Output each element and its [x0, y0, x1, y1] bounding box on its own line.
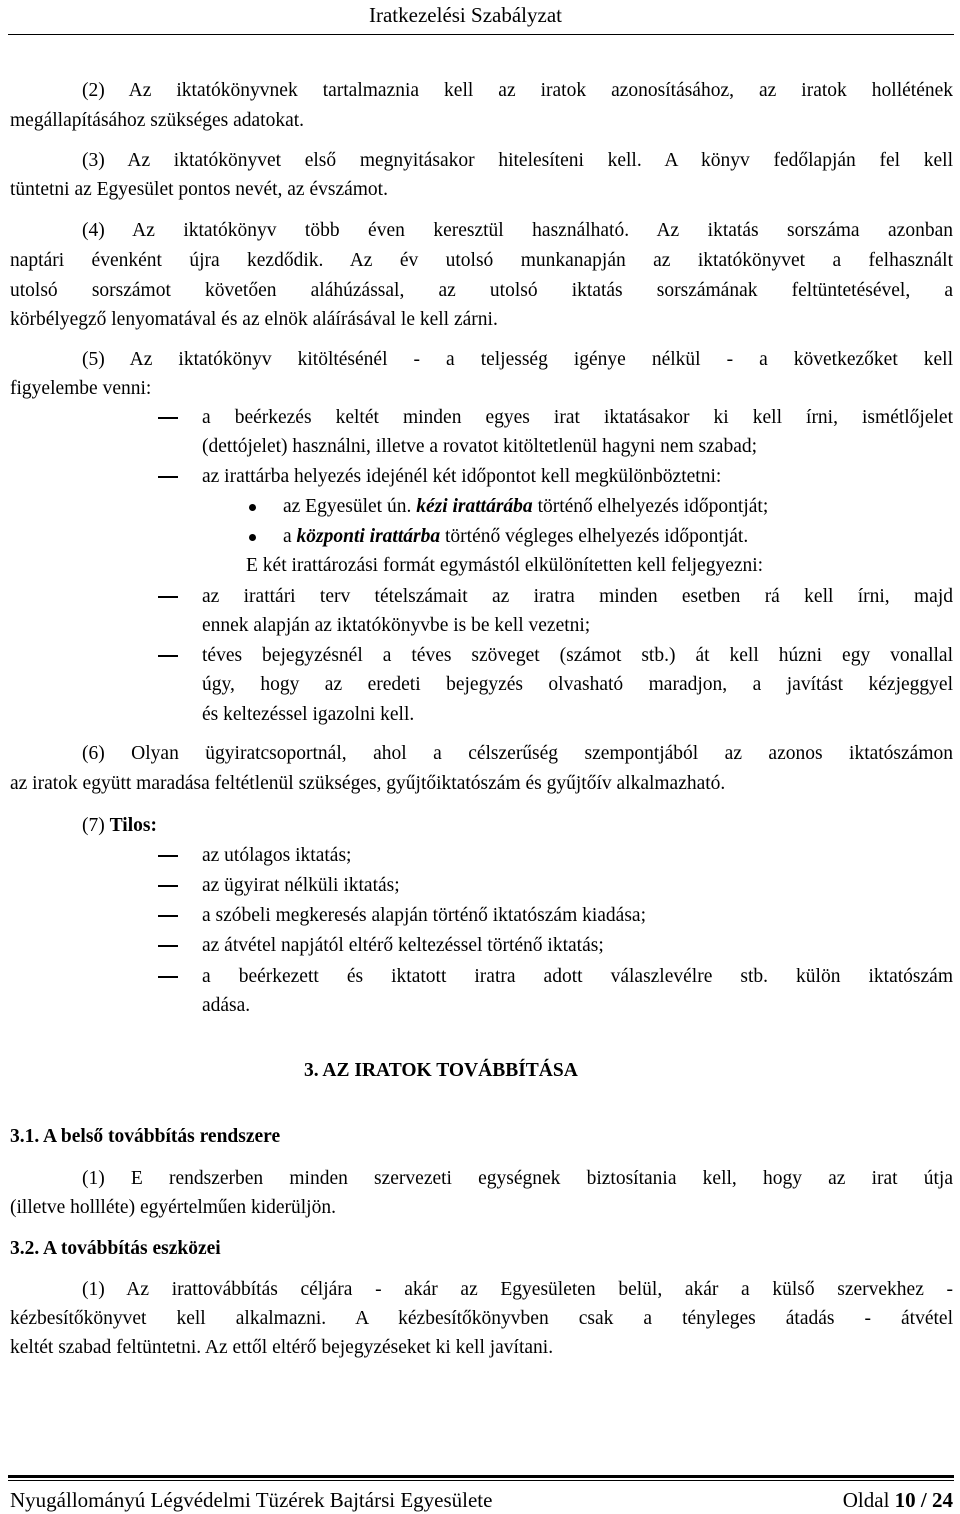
dot-bullet-icon: [249, 534, 256, 541]
dash-bullet-icon: [158, 976, 178, 978]
text-line: ennek alapján az iktatókönyvbe is be kell vezetni;: [202, 615, 591, 636]
dot-bullet-icon: [249, 504, 256, 511]
dash-bullet-icon: [158, 885, 178, 887]
header-divider: [8, 34, 954, 35]
dash-bullet-icon: [158, 596, 178, 598]
text-line: megállapításához szükséges adatokat.: [10, 110, 305, 131]
section-heading: 3.2. A továbbítás eszközei: [10, 1238, 221, 1259]
dash-bullet-icon: [158, 915, 178, 917]
dash-bullet-icon: [158, 655, 178, 657]
text-line: E két irattározási formát egymástól elkülönítetten kell feljegyezni:: [246, 555, 764, 576]
text-line: (1) Az irattovábbítás céljára - akár az Egyesületen belül, akár a külső szervekhez -: [82, 1279, 953, 1300]
text-line: kézbesítőkönyvet kell alkalmazni. A kézbesítőkönyvben csak a tényleges átadás - átvétel: [10, 1308, 953, 1329]
text-line: adása.: [202, 995, 251, 1016]
text-line: (2) Az iktatókönyvnek tartalmaznia kell az iratok azonosításához, az iratok hollétének: [82, 80, 953, 101]
text-line: az irattárba helyezés idejénél két időpontot kell megkülönböztetni:: [202, 466, 722, 487]
document-title: Iratkezelési Szabályzat: [369, 3, 562, 27]
dash-bullet-icon: [158, 476, 178, 478]
text-line: figyelembe venni:: [10, 378, 152, 399]
dash-bullet-icon: [158, 417, 178, 419]
text-line: naptári évenként újra kezdődik. Az év utolsó munkanapján az iktatókönyvet a felhasznált: [10, 250, 953, 271]
page-header: [0, 0, 960, 36]
text-line: az utólagos iktatás;: [202, 845, 352, 866]
footer-organization: Nyugállományú Légvédelmi Tüzérek Bajtársi Egyesülete: [10, 1488, 493, 1512]
footer-divider-thick: [8, 1475, 954, 1478]
text-line: a szóbeli megkeresés alapján történő iktatószám kiadása;: [202, 905, 646, 926]
text-line: az irattári terv tételszámait az iratra minden esetben rá kell írni, majd: [202, 586, 953, 607]
dash-bullet-icon: [158, 945, 178, 947]
text-line: téves bejegyzésnél a téves szöveget (számot stb.) át kell húzni egy vonallal: [202, 645, 953, 666]
section-heading: 3.1. A belső továbbítás rendszere: [10, 1126, 281, 1147]
text-line: (dettójelet) használni, illetve a rovatot kitöltetlenül hagyni nem szabad;: [202, 436, 758, 457]
text-line: (4) Az iktatókönyv több éven keresztül használható. Az iktatás sorszáma azonban: [82, 220, 953, 241]
page-label: Oldal: [842, 1488, 890, 1512]
text-line: a beérkezés keltét minden egyes irat iktatásakor ki kell írni, ismétlőjelet: [202, 407, 953, 428]
text-line: az Egyesület ún. kézi irattárába történő elhelyezés időpontját;: [283, 496, 769, 517]
text-line: (6) Olyan ügyiratcsoportnál, ahol a célszerűség szempontjából az azonos iktatószámon: [82, 743, 953, 764]
page-number: [843, 1488, 953, 1513]
text-line: a beérkezett és iktatott iratra adott válaszlevélre stb. külön iktatószám: [202, 966, 953, 987]
text-line: a központi irattárba történő végleges elhelyezés időpontját.: [283, 526, 749, 547]
page-footer: [0, 1462, 960, 1514]
footer-divider-thin: [8, 1480, 954, 1481]
text-line: tüntetni az Egyesület pontos nevét, az évszámot.: [10, 179, 388, 200]
text-line: (3) Az iktatókönyvet első megnyitásakor hitelesíteni kell. A könyv fedőlapján fel kell: [82, 150, 953, 171]
text-line: az ügyirat nélküli iktatás;: [202, 875, 400, 896]
page-total: 24: [932, 1488, 953, 1512]
text-line: utolsó sorszámot követően aláhúzással, az utolsó iktatás sorszámának feltüntetésével, a: [10, 280, 953, 301]
text-line: (5) Az iktatókönyv kitöltésénél - a teljesség igénye nélkül - a következőket kell: [82, 349, 953, 370]
text-line: (7) Tilos:: [82, 815, 157, 836]
page-current: 10: [894, 1488, 916, 1512]
text-line: (illetve hollléte) egyértelműen kiderüljön.: [10, 1197, 336, 1218]
text-line: az átvétel napjától eltérő keltezéssel történő iktatás;: [202, 935, 604, 956]
dash-bullet-icon: [158, 855, 178, 857]
text-line: az iratok együtt maradása feltétlenül szükséges, gyűjtőiktatószám és gyűjtőív alkalmazható.: [10, 773, 726, 794]
page-separator: /: [920, 1488, 927, 1512]
text-line: körbélyegző lenyomatával és az elnök aláírásával le kell zárni.: [10, 309, 498, 330]
section-heading: 3. AZ IRATOK TOVÁBBÍTÁSA: [304, 1060, 578, 1081]
text-line: úgy, hogy az eredeti bejegyzés olvasható maradjon, a javítást kézjeggyel: [202, 674, 953, 695]
text-line: keltét szabad feltüntetni. Az ettől eltérő bejegyzéseket ki kell javítani.: [10, 1337, 554, 1358]
text-line: (1) E rendszerben minden szervezeti egységnek biztosítania kell, hogy az irat útja: [82, 1168, 953, 1189]
text-line: és keltezéssel igazolni kell.: [202, 704, 415, 725]
